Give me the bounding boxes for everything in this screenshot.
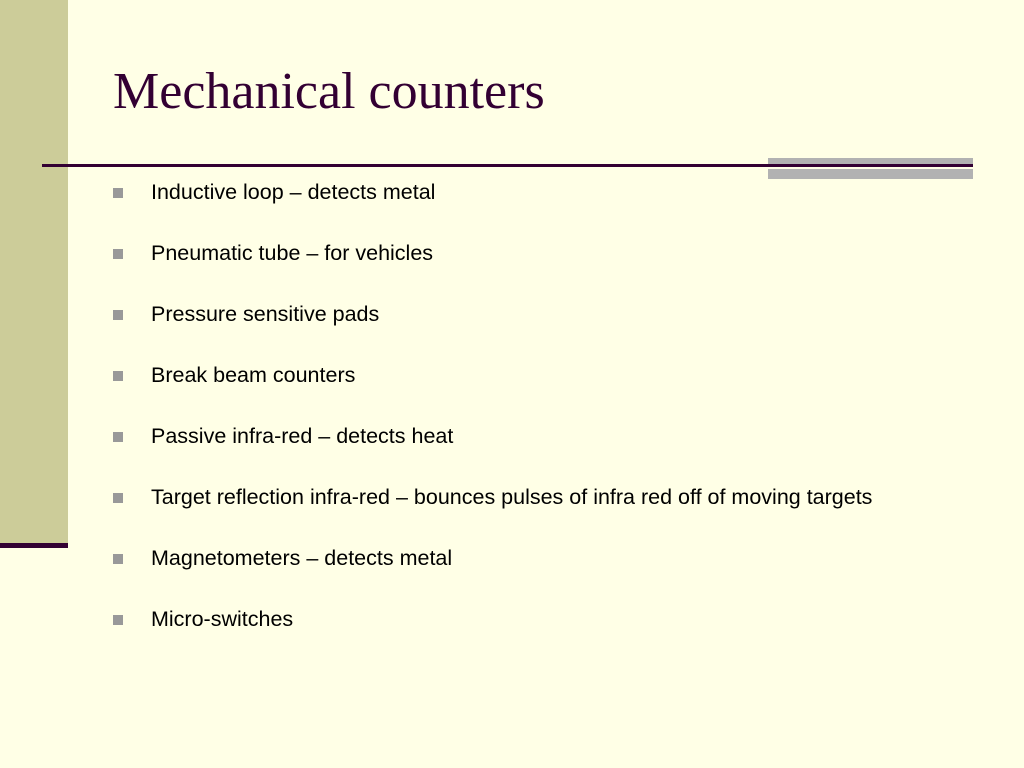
bullet-text: Inductive loop – detects metal (151, 180, 436, 204)
bullet-text: Pressure sensitive pads (151, 302, 380, 326)
accent-bar-bottom (768, 169, 973, 179)
square-bullet-icon (113, 371, 123, 381)
bullet-text: Target reflection infra-red – bounces pulses of infra red off of moving targets (151, 485, 873, 509)
square-bullet-icon (113, 493, 123, 503)
bullet-text: Passive infra-red – detects heat (151, 424, 454, 448)
square-bullet-icon (113, 615, 123, 625)
left-band-underline (0, 543, 68, 548)
accent-bars (768, 158, 973, 179)
bullet-text: Break beam counters (151, 363, 356, 387)
list-item (113, 180, 973, 205)
list-item (113, 363, 973, 388)
bullet-list (113, 180, 973, 632)
bullet-text: Micro-switches (151, 607, 294, 631)
bullet-text: Pneumatic tube – for vehicles (151, 241, 434, 265)
list-item (113, 485, 973, 510)
list-item (113, 424, 973, 449)
list-item (113, 607, 973, 632)
list-item (113, 546, 973, 571)
accent-bar-top (768, 158, 973, 164)
square-bullet-icon (113, 310, 123, 320)
slide-title: Mechanical counters (113, 63, 545, 120)
bullet-text: Magnetometers – detects metal (151, 546, 453, 570)
left-decorative-band (0, 0, 68, 543)
square-bullet-icon (113, 249, 123, 259)
square-bullet-icon (113, 554, 123, 564)
square-bullet-icon (113, 188, 123, 198)
list-item (113, 241, 973, 266)
square-bullet-icon (113, 432, 123, 442)
list-item (113, 302, 973, 327)
